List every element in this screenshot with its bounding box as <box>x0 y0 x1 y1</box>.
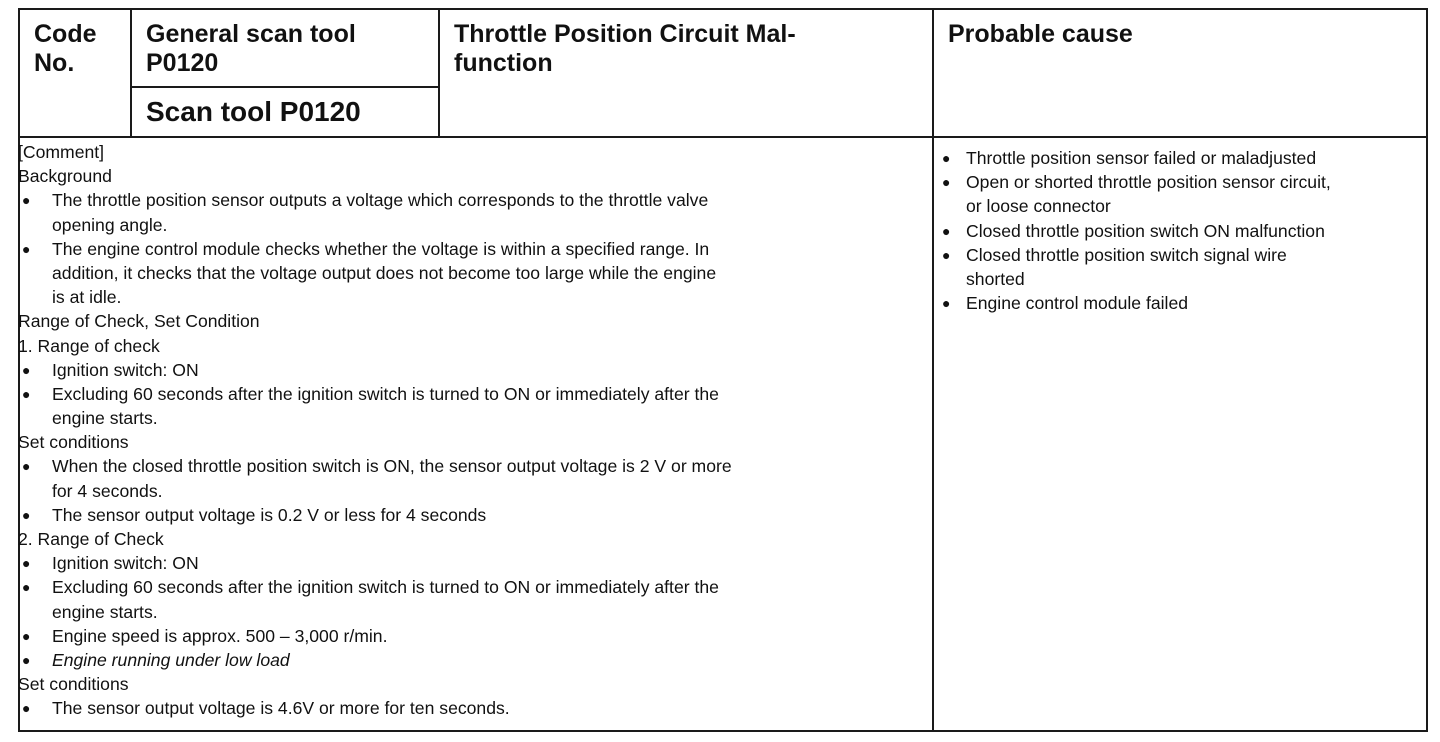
bullet-text: Ignition switch: ON <box>52 359 199 380</box>
bullet-continuation: addition, it checks that the voltage output does not become too large while the engine <box>52 262 717 283</box>
bullet-item <box>18 551 898 575</box>
cause-text: Closed throttle position switch ON malfunction <box>966 220 1325 241</box>
bullet-icon: ● <box>22 555 31 572</box>
bullet-item <box>18 358 898 382</box>
background-heading: Background <box>18 166 112 187</box>
set-conditions-heading: Set conditions <box>18 432 129 453</box>
bullet-item <box>18 237 898 261</box>
causes-section <box>938 146 1414 315</box>
cause-item <box>938 146 1414 170</box>
bullet-icon: ● <box>22 240 31 257</box>
bullet-icon: ● <box>22 627 31 644</box>
general-scan-tool-label: General scan tool P0120 <box>146 20 356 77</box>
cause-item <box>938 170 1414 194</box>
bullet-text: Excluding 60 seconds after the ignition switch is turned to ON or immediately after the <box>52 383 719 404</box>
bullet-icon: ● <box>942 222 951 239</box>
comment-section <box>18 140 898 721</box>
bullet-item <box>18 696 898 720</box>
bullet-text: Engine speed is approx. 500 – 3,000 r/min. <box>52 625 388 646</box>
section1-heading: 1. Range of check <box>18 335 160 356</box>
bullet-text: Excluding 60 seconds after the ignition switch is turned to ON or immediately after the <box>52 577 719 598</box>
bullet-continuation: engine starts. <box>52 601 158 622</box>
cause-item <box>938 291 1414 315</box>
bullet-text: The throttle position sensor outputs a voltage which corresponds to the throttle valve <box>52 190 709 211</box>
bullet-continuation: for 4 seconds. <box>52 480 163 501</box>
bullet-continuation: is at idle. <box>52 287 122 308</box>
bullet-text: The engine control module checks whether the voltage is within a specified range. In <box>52 238 710 259</box>
bullet-text: The sensor output voltage is 0.2 V or less for 4 seconds <box>52 504 487 525</box>
cause-text: Engine control module failed <box>966 293 1189 314</box>
set-conditions-heading: Set conditions <box>18 674 129 695</box>
bullet-icon: ● <box>942 174 951 191</box>
range-heading: Range of Check, Set Condition <box>18 311 260 332</box>
divider-cause <box>932 10 934 730</box>
bullet-icon: ● <box>942 295 951 312</box>
bullet-item <box>18 382 898 406</box>
cause-item <box>938 219 1414 243</box>
bullet-icon: ● <box>22 506 31 523</box>
bullet-text: When the closed throttle position switch is ON, the sensor output voltage is 2 V or more <box>52 456 732 477</box>
section2-heading: 2. Range of Check <box>18 529 164 549</box>
bullet-item <box>18 188 898 212</box>
cause-continuation: or loose connector <box>966 196 1111 217</box>
cause-text: Throttle position sensor failed or maladjusted <box>966 148 1317 168</box>
bullet-icon: ● <box>22 385 31 402</box>
probable-cause-heading: Probable cause <box>948 20 1133 48</box>
bullet-icon: ● <box>22 579 31 596</box>
bullet-icon: ● <box>22 651 31 668</box>
comment-label: [Comment] <box>18 142 105 162</box>
cause-text: Open or shorted throttle position sensor circuit, <box>966 172 1331 193</box>
bullet-item <box>18 503 898 527</box>
bullet-text: Ignition switch: ON <box>52 553 199 574</box>
divider-scan <box>438 10 440 136</box>
cause-text: Closed throttle position switch signal wire <box>966 244 1287 265</box>
bullet-item <box>18 454 898 478</box>
bullet-continuation: opening angle. <box>52 214 168 235</box>
divider-scan-tool <box>130 86 440 88</box>
title: Throttle Position Circuit Mal- function <box>454 20 796 77</box>
bullet-icon: ● <box>22 361 31 378</box>
cause-item <box>938 243 1414 267</box>
bullet-icon: ● <box>22 458 31 475</box>
code-label: Code No. <box>34 20 97 77</box>
bullet-text: Engine running under low load <box>52 649 290 670</box>
bullet-continuation: engine starts. <box>52 408 158 429</box>
divider-code <box>130 10 132 136</box>
bullet-icon: ● <box>22 192 31 209</box>
bullet-item <box>18 648 898 672</box>
cause-continuation: shorted <box>966 268 1025 289</box>
divider-header <box>20 136 1426 138</box>
bullet-icon: ● <box>22 700 31 717</box>
bullet-item <box>18 575 898 599</box>
bullet-text: The sensor output voltage is 4.6V or more for ten seconds. <box>52 698 510 719</box>
bullet-item <box>18 624 898 648</box>
bullet-icon: ● <box>942 150 951 166</box>
scan-tool-label: Scan tool P0120 <box>146 96 361 127</box>
bullet-icon: ● <box>942 246 951 263</box>
